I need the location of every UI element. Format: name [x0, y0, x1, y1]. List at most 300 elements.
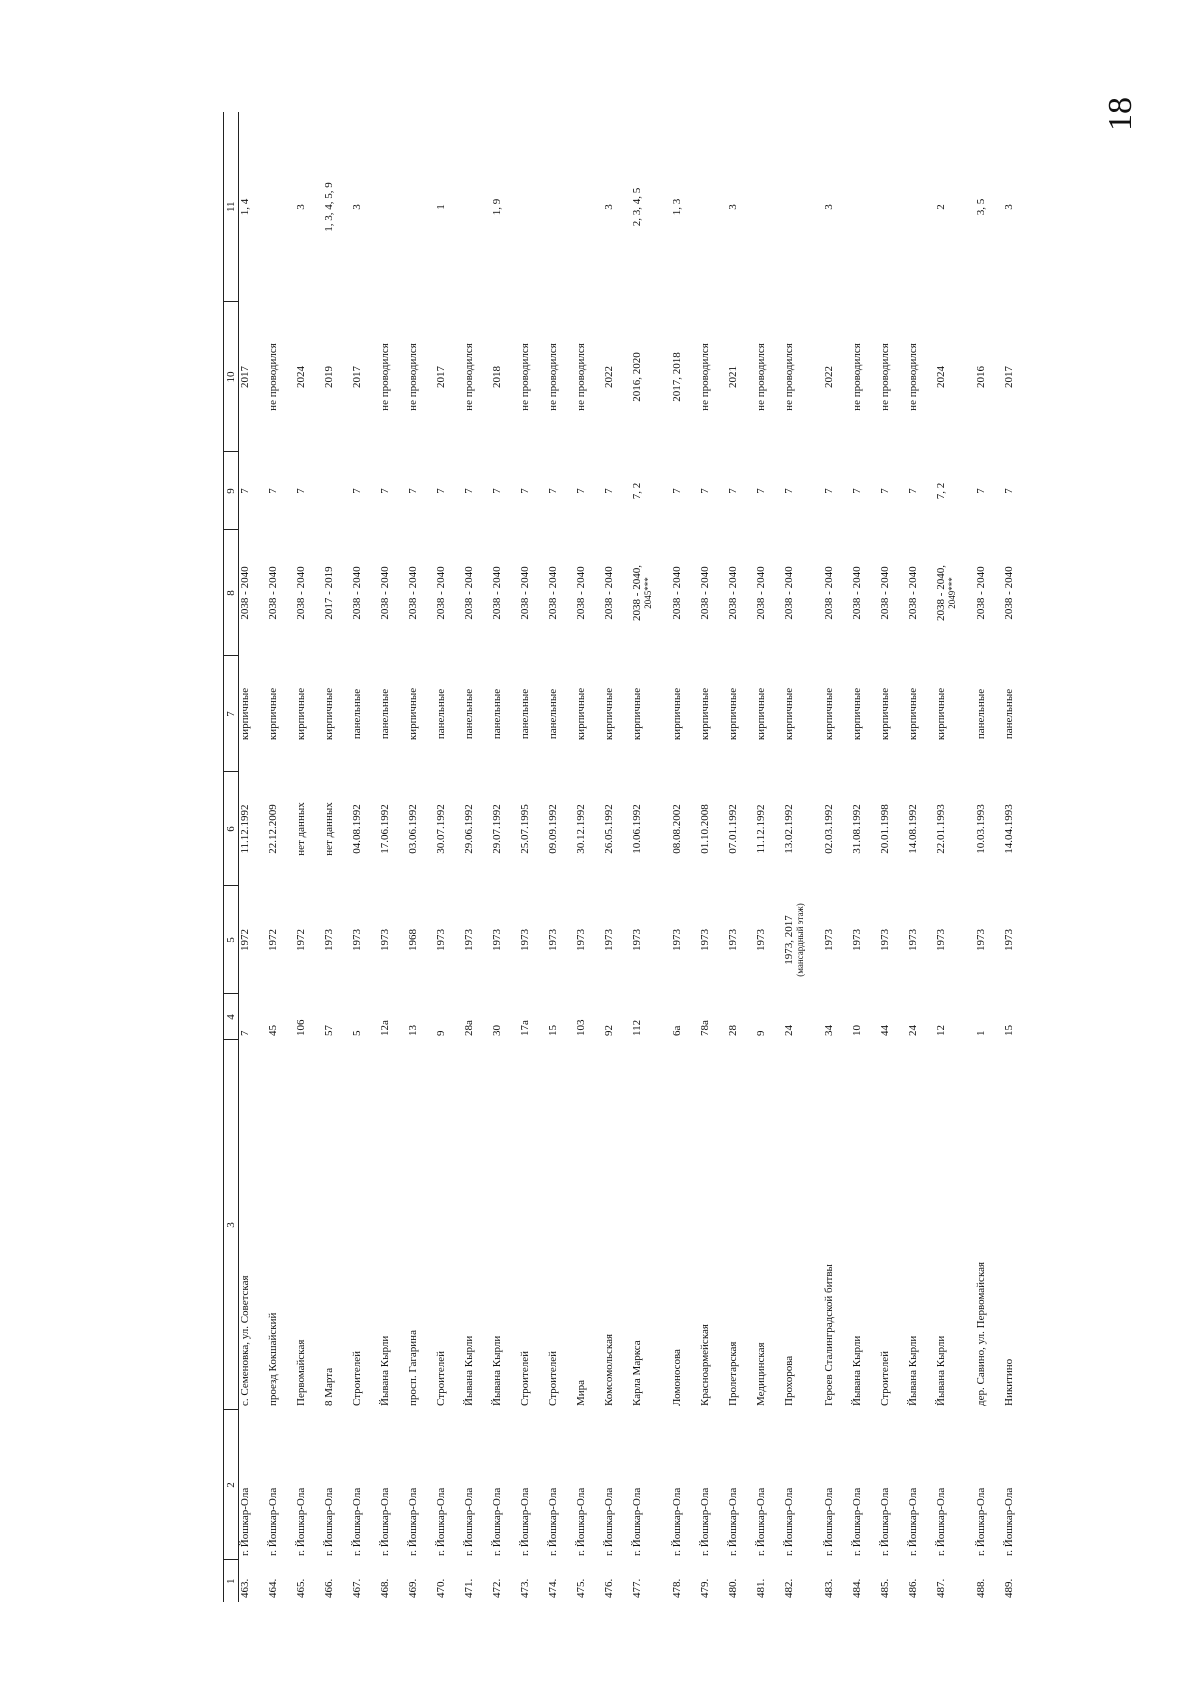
register-table-container [223, 112, 1031, 1602]
cell-city: г. Йошкар-Ола [378, 1487, 391, 1556]
cell-planned-period: 2038 - 2040 [726, 566, 739, 620]
cell-work-types: 2 [934, 204, 947, 210]
cell-wall-material: кирпичные [574, 687, 587, 741]
table-row [783, 112, 823, 1602]
cell-last-repair: не проводился [462, 343, 475, 411]
cell-planned-period: 2038 - 2040 [878, 566, 891, 620]
cell-date: 09.09.1992 [546, 804, 559, 854]
cell-column-9: 7 [406, 488, 419, 494]
cell-street: Йывана Кырли [906, 1335, 919, 1406]
cell-wall-material: кирпичные [630, 687, 643, 741]
table-row [851, 112, 879, 1602]
cell-row-number: 478. [670, 1578, 683, 1598]
cell-date: нет данных [294, 802, 307, 856]
cell-last-repair: 2017 [1002, 366, 1015, 388]
cell-wall-material: кирпичные [934, 687, 947, 741]
column-header-2: 2 [224, 1410, 239, 1560]
cell-street: Героев Сталинградской битвы [822, 1264, 835, 1406]
cell-planned-period: 2038 - 2040 [850, 566, 863, 620]
cell-construction-year: 1973 [490, 929, 503, 951]
cell-city: г. Йошкар-Ола [294, 1487, 307, 1556]
column-header-8: 8 [224, 530, 239, 656]
cell-wall-material: кирпичные [239, 687, 251, 741]
cell-city: г. Йошкар-Ола [822, 1487, 835, 1556]
cell-row-number: 471. [462, 1578, 475, 1598]
cell-row-number: 488. [974, 1578, 987, 1598]
cell-city: г. Йошкар-Ола [266, 1487, 279, 1556]
cell-work-types: 3 [1002, 204, 1015, 210]
cell-last-repair: 2022 [822, 366, 835, 388]
cell-date: 30.07.1992 [434, 804, 447, 854]
cell-planned-period: 2038 - 2040 [350, 566, 363, 620]
cell-house-number: 57 [322, 1025, 335, 1036]
cell-wall-material: кирпичные [878, 687, 891, 741]
cell-work-types: 1, 4 [239, 198, 251, 216]
cell-row-number: 465. [294, 1578, 307, 1598]
cell-last-repair: 2024 [294, 366, 307, 388]
cell-last-repair: 2024 [934, 366, 947, 388]
cell-date: нет данных [322, 802, 335, 856]
cell-wall-material: кирпичные [906, 687, 919, 741]
cell-row-number: 489. [1002, 1578, 1015, 1598]
cell-column-9: 7 [294, 488, 307, 494]
cell-wall-material: кирпичные [670, 687, 683, 741]
cell-wall-material: панельные [490, 688, 503, 740]
cell-house-number: 9 [754, 1030, 767, 1036]
cell-last-repair: не проводился [906, 343, 919, 411]
cell-last-repair: 2019 [322, 366, 335, 388]
cell-wall-material: кирпичные [782, 687, 795, 741]
cell-last-repair: не проводился [378, 343, 391, 411]
cell-street: с. Семеновка, ул. Советская [239, 1275, 251, 1406]
cell-city: г. Йошкар-Ола [934, 1487, 947, 1556]
cell-wall-material: панельные [434, 688, 447, 740]
cell-date: 29.06.1992 [462, 804, 475, 854]
cell-house-number: 15 [1002, 1025, 1015, 1036]
table-row [603, 112, 631, 1602]
cell-construction-year: 1973 [322, 929, 335, 951]
cell-planned-period: 2038 - 2040 [974, 566, 987, 620]
cell-date: 20.01.1998 [878, 804, 891, 854]
cell-date: 14.08.1992 [906, 804, 919, 854]
cell-planned-period: 2038 - 2040 [906, 566, 919, 620]
cell-row-number: 481. [754, 1578, 767, 1598]
cell-city: г. Йошкар-Ола [322, 1487, 335, 1556]
cell-column-9: 7 [574, 488, 587, 494]
table-row [935, 112, 975, 1602]
cell-column-9: 7 [546, 488, 559, 494]
cell-street: Йывана Кырли [934, 1335, 947, 1406]
cell-planned-period: 2038 - 2040 [490, 566, 503, 620]
cell-date: 17.06.1992 [378, 804, 391, 854]
column-header-3: 3 [224, 1040, 239, 1410]
cell-house-number: 45 [266, 1025, 279, 1036]
cell-row-number: 480. [726, 1578, 739, 1598]
table-row [379, 112, 407, 1602]
cell-wall-material: кирпичные [602, 687, 615, 741]
cell-street: просп. Гагарина [406, 1330, 419, 1406]
cell-street: Красноармейская [698, 1324, 711, 1406]
column-header-5: 5 [224, 886, 239, 994]
cell-city: г. Йошкар-Ола [670, 1487, 683, 1556]
cell-column-9: 7 [434, 488, 447, 494]
table-header-row [224, 112, 239, 1602]
cell-row-number: 468. [378, 1578, 391, 1598]
cell-date: 10.06.1992 [630, 804, 643, 854]
table-row [351, 112, 379, 1602]
cell-street: Мира [574, 1379, 587, 1406]
table-row [907, 112, 935, 1602]
cell-work-types: 3 [602, 204, 615, 210]
cell-house-number: 5 [350, 1030, 363, 1036]
cell-planned-period: 2038 - 2040 [574, 566, 587, 620]
cell-work-types: 3 [822, 204, 835, 210]
cell-last-repair: 2017 [434, 366, 447, 388]
cell-date: 26.05.1992 [602, 804, 615, 854]
cell-date: 22.01.1993 [934, 804, 947, 854]
cell-construction-year: 1973 [518, 929, 531, 951]
cell-house-number: 28а [462, 1020, 475, 1036]
cell-house-number: 106 [294, 1019, 307, 1036]
cell-row-number: 475. [574, 1578, 587, 1598]
cell-work-types [267, 112, 295, 302]
cell-planned-period: 2038 - 2040 [670, 566, 683, 620]
cell-house-number: 12 [934, 1025, 947, 1036]
table-row [407, 112, 435, 1602]
cell-work-types: 1, 9 [490, 198, 503, 216]
cell-house-number: 92 [602, 1025, 615, 1036]
cell-city: г. Йошкар-Ола [546, 1487, 559, 1556]
cell-city: г. Йошкар-Ола [754, 1487, 767, 1556]
cell-house-number: 24 [906, 1025, 919, 1036]
cell-date: 29.07.1992 [490, 804, 503, 854]
cell-wall-material: кирпичные [266, 687, 279, 741]
cell-house-number: 103 [574, 1019, 587, 1036]
cell-city: г. Йошкар-Ола [518, 1487, 531, 1556]
column-header-10: 10 [224, 302, 239, 452]
cell-column-9: 7 [239, 488, 251, 494]
cell-house-number: 13 [406, 1025, 419, 1036]
cell-column-9: 7 [726, 488, 739, 494]
cell-wall-material: кирпичные [322, 687, 335, 741]
cell-city: г. Йошкар-Ола [974, 1487, 987, 1556]
cell-column-9: 7 [462, 488, 475, 494]
cell-house-number: 15 [546, 1025, 559, 1036]
cell-date: 08.08.2002 [670, 804, 683, 854]
table-row [575, 112, 603, 1602]
cell-last-repair: не проводился [518, 343, 531, 411]
cell-last-repair: не проводился [406, 343, 419, 411]
cell-last-repair: 2017 [239, 366, 251, 388]
table-row [671, 112, 699, 1602]
table-row [547, 112, 575, 1602]
cell-house-number: 24 [782, 1025, 795, 1036]
cell-row-number: 477. [630, 1578, 643, 1598]
cell-wall-material: панельные [462, 688, 475, 740]
cell-line-2: 2049*** [946, 577, 957, 609]
cell-row-number: 487. [934, 1578, 947, 1598]
cell-construction-year: 1972 [294, 929, 307, 951]
cell-construction-year: 1973 [822, 929, 835, 951]
table-row [435, 112, 463, 1602]
cell-construction-year: 1973 [974, 929, 987, 951]
cell-city: г. Йошкар-Ола [698, 1487, 711, 1556]
cell-row-number: 466. [322, 1578, 335, 1598]
cell-work-types [463, 112, 491, 302]
cell-wall-material: панельные [546, 688, 559, 740]
cell-row-number: 483. [822, 1578, 835, 1598]
cell-house-number: 6а [670, 1025, 683, 1036]
cell-row-number: 463. [239, 1578, 251, 1598]
cell-city: г. Йошкар-Ола [574, 1487, 587, 1556]
cell-last-repair: не проводился [754, 343, 767, 411]
cell-construction-year: 1972 [239, 929, 251, 951]
table-row [1003, 112, 1031, 1602]
cell-work-types [851, 112, 879, 302]
cell-street: Карла Маркса [630, 1340, 643, 1406]
cell-last-repair: не проводился [574, 343, 587, 411]
cell-planned-period: 2038 - 2040 [602, 566, 615, 620]
cell-column-9: 7 [670, 488, 683, 494]
cell-wall-material: панельные [518, 688, 531, 740]
cell-house-number: 9 [434, 1030, 447, 1036]
cell-street: дер. Савино, ул. Первомайская [974, 1261, 987, 1406]
cell-last-repair: 2021 [726, 366, 739, 388]
cell-wall-material: кирпичные [406, 687, 419, 741]
cell-row-number: 485. [878, 1578, 891, 1598]
cell-planned-period: 2038 - 2040 [434, 566, 447, 620]
cell-house-number: 30 [490, 1025, 503, 1036]
cell-row-number: 474. [546, 1578, 559, 1598]
cell-house-number: 34 [822, 1025, 835, 1036]
cell-date: 01.10.2008 [698, 804, 711, 854]
cell-street: Строителей [434, 1351, 447, 1406]
cell-house-number: 44 [878, 1025, 891, 1036]
cell-planned-period: 2038 - 2040 [698, 566, 711, 620]
cell-city: г. Йошкар-Ола [850, 1487, 863, 1556]
cell-date: 11.12.1992 [239, 804, 251, 854]
cell-street: Строителей [350, 1351, 363, 1406]
cell-work-types: 3 [350, 204, 363, 210]
cell-work-types [379, 112, 407, 302]
cell-row-number: 469. [406, 1578, 419, 1598]
cell-house-number: 28 [726, 1025, 739, 1036]
cell-column-9: 7 [822, 488, 835, 494]
cell-street: Ломоносова [670, 1349, 683, 1406]
cell-work-types: 3 [294, 204, 307, 210]
cell-construction-year: 1973 [574, 929, 587, 951]
cell-last-repair: 2022 [602, 366, 615, 388]
cell-work-types: 2, 3, 4, 5 [630, 187, 643, 227]
cell-column-9: 7 [698, 488, 711, 494]
page-number: 18 [1102, 97, 1139, 131]
cell-row-number: 482. [782, 1578, 795, 1598]
housing-register-table [223, 112, 1031, 1602]
cell-construction-year: 1973 [726, 929, 739, 951]
cell-line-1: 2038 - 2040, [630, 565, 643, 621]
cell-city: г. Йошкар-Ола [462, 1487, 475, 1556]
cell-planned-period: 2038 - 2040 [266, 566, 279, 620]
cell-construction-year: 1973 [934, 929, 947, 951]
cell-planned-period: 2038 - 2040 [754, 566, 767, 620]
cell-work-types [879, 112, 907, 302]
cell-work-types: 3, 5 [974, 198, 987, 216]
cell-column-9: 7 [266, 488, 279, 494]
cell-row-number: 467. [350, 1578, 363, 1598]
cell-city: г. Йошкар-Ола [782, 1487, 795, 1556]
cell-date: 31.08.1992 [850, 804, 863, 854]
cell-planned-period: 2038 - 2040 [294, 566, 307, 620]
cell-line-1: 2038 - 2040, [934, 565, 947, 621]
table-row [295, 112, 323, 1602]
cell-row-number: 476. [602, 1578, 615, 1598]
column-header-4: 4 [224, 994, 239, 1040]
cell-street: Медицинская [754, 1342, 767, 1406]
cell-construction-year: 1973 [434, 929, 447, 951]
cell-last-repair: 2016, 2020 [630, 352, 643, 402]
cell-planned-period: 2017 - 2019 [322, 566, 335, 620]
cell-construction-year: 1968 [406, 929, 419, 951]
cell-work-types: 1, 3 [670, 198, 683, 216]
table-row [267, 112, 295, 1602]
cell-column-9 [323, 452, 351, 530]
cell-last-repair: не проводился [850, 343, 863, 411]
cell-street: Йывана Кырли [490, 1335, 503, 1406]
cell-city: г. Йошкар-Ола [726, 1487, 739, 1556]
cell-wall-material: кирпичные [822, 687, 835, 741]
cell-street: Первомайская [294, 1339, 307, 1406]
cell-construction-year: 1973 [1002, 929, 1015, 951]
cell-column-9: 7, 2 [630, 482, 643, 500]
cell-column-9: 7 [850, 488, 863, 494]
cell-city: г. Йошкар-Ола [490, 1487, 503, 1556]
cell-wall-material: панельные [974, 688, 987, 740]
cell-work-types [755, 112, 783, 302]
cell-wall-material: кирпичные [698, 687, 711, 741]
cell-column-9: 7 [878, 488, 891, 494]
cell-construction-year: 1973 [878, 929, 891, 951]
cell-work-types: 1 [434, 204, 447, 210]
cell-house-number: 78а [698, 1020, 711, 1036]
cell-wall-material: панельные [1002, 688, 1015, 740]
cell-date: 25.07.1995 [518, 804, 531, 854]
cell-street: Строителей [518, 1351, 531, 1406]
cell-column-9: 7 [350, 488, 363, 494]
cell-date: 30.12.1992 [574, 804, 587, 854]
cell-column-9: 7 [754, 488, 767, 494]
cell-planned-period: 2038 - 2040 [782, 566, 795, 620]
cell-city: г. Йошкар-Ола [630, 1487, 643, 1556]
table-row [879, 112, 907, 1602]
cell-column-9: 7 [490, 488, 503, 494]
cell-work-types: 3 [726, 204, 739, 210]
cell-wall-material: панельные [378, 688, 391, 740]
cell-row-number: 464. [266, 1578, 279, 1598]
cell-date: 07.01.1992 [726, 804, 739, 854]
cell-construction-year: 1973 [602, 929, 615, 951]
table-row [755, 112, 783, 1602]
cell-date: 02.03.1992 [822, 804, 835, 854]
table-body [239, 112, 1031, 1602]
cell-line-2: 2045*** [642, 577, 653, 609]
cell-work-types: 1, 3, 4, 5, 9 [322, 182, 335, 232]
cell-planned-period: 2038 - 2040 [1002, 566, 1015, 620]
cell-city: г. Йошкар-Ола [906, 1487, 919, 1556]
cell-street: Строителей [546, 1351, 559, 1406]
cell-city: г. Йошкар-Ола [239, 1487, 251, 1556]
cell-city: г. Йошкар-Ола [406, 1487, 419, 1556]
cell-construction-year: 1973 [754, 929, 767, 951]
cell-date: 11.12.1992 [754, 804, 767, 854]
cell-city: г. Йошкар-Ола [350, 1487, 363, 1556]
cell-date: 04.08.1992 [350, 804, 363, 854]
cell-row-number: 472. [490, 1578, 503, 1598]
cell-city: г. Йошкар-Ола [878, 1487, 891, 1556]
cell-street: Комсомольская [602, 1333, 615, 1406]
cell-street: 8 Марта [322, 1367, 335, 1406]
table-row [491, 112, 519, 1602]
cell-house-number: 7 [239, 1030, 251, 1036]
cell-last-repair: не проводился [698, 343, 711, 411]
cell-city: г. Йошкар-Ола [434, 1487, 447, 1556]
table-row [631, 112, 671, 1602]
cell-work-types [575, 112, 603, 302]
cell-street: Йывана Кырли [378, 1335, 391, 1406]
cell-row-number: 484. [850, 1578, 863, 1598]
cell-planned-period: 2038 - 2040 [406, 566, 419, 620]
cell-house-number: 17а [518, 1020, 531, 1036]
cell-construction-year: 1973 [906, 929, 919, 951]
cell-street: Йывана Кырли [462, 1335, 475, 1406]
cell-planned-period [935, 530, 975, 656]
cell-house-number: 12а [378, 1020, 391, 1036]
cell-row-number: 486. [906, 1578, 919, 1598]
column-header-9: 9 [224, 452, 239, 530]
table-row [727, 112, 755, 1602]
cell-date: 14.04.1993 [1002, 804, 1015, 854]
cell-last-repair: 2018 [490, 366, 503, 388]
cell-date: 03.06.1992 [406, 804, 419, 854]
cell-work-types [407, 112, 435, 302]
cell-planned-period: 2038 - 2040 [822, 566, 835, 620]
cell-planned-period: 2038 - 2040 [462, 566, 475, 620]
cell-column-9: 7 [974, 488, 987, 494]
cell-construction-year [783, 886, 823, 994]
cell-street: Никитино [1002, 1358, 1015, 1406]
cell-last-repair: 2017, 2018 [670, 352, 683, 402]
cell-street: Строителей [878, 1351, 891, 1406]
cell-column-9: 7 [602, 488, 615, 494]
cell-house-number: 112 [630, 1019, 643, 1036]
cell-construction-year: 1973 [546, 929, 559, 951]
cell-city: г. Йошкар-Ола [602, 1487, 615, 1556]
cell-house-number: 10 [850, 1025, 863, 1036]
cell-date: 10.03.1993 [974, 804, 987, 854]
cell-construction-year: 1973 [850, 929, 863, 951]
cell-date: 22.12.2009 [266, 804, 279, 854]
cell-construction-year: 1973 [698, 929, 711, 951]
cell-column-9: 7 [906, 488, 919, 494]
cell-planned-period: 2038 - 2040 [378, 566, 391, 620]
cell-construction-year: 1973 [630, 929, 643, 951]
cell-row-number: 479. [698, 1578, 711, 1598]
cell-wall-material: кирпичные [754, 687, 767, 741]
cell-construction-year: 1973 [670, 929, 683, 951]
table-row [323, 112, 351, 1602]
cell-last-repair: не проводился [266, 343, 279, 411]
cell-street: Пролетарская [726, 1341, 739, 1406]
cell-street: проезд Кокшайский [266, 1312, 279, 1406]
